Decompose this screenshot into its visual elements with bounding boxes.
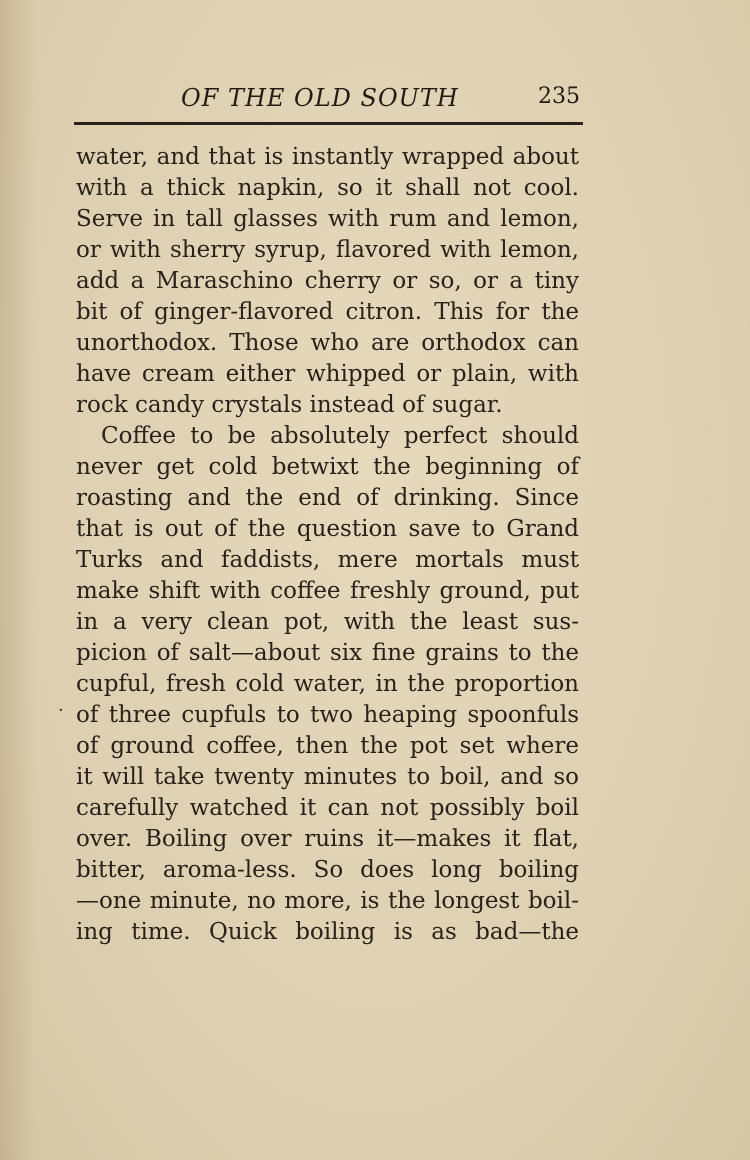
text-line: Serve in tall glasses with rum and lemon, [76,206,579,232]
text-line: with a thick napkin, so it shall not cool. [76,175,579,201]
text-line: unorthodox. Those who are orthodox can [76,330,579,356]
stray-mark: · [58,700,64,721]
text-line: rock candy crystals instead of sugar. [76,392,503,418]
text-line: cupful, fresh cold water, in the proportion [76,671,579,697]
text-line: never get cold betwixt the beginning of [76,454,579,480]
text-line: in a very clean pot, with the least sus- [76,609,579,635]
text-line: ing time. Quick boiling is as bad—the [76,919,579,945]
text-line: Coffee to be absolutely perfect should [101,423,579,449]
text-line: it will take twenty minutes to boil, and so [76,764,579,790]
page-header [76,84,580,116]
text-line: make shift with coffee freshly ground, put [76,578,579,604]
text-line: bitter, aroma-less. So does long boiling [76,857,579,883]
page-number: 235 [538,84,580,109]
text-line: water, and that is instantly wrapped about [76,144,579,170]
text-line: roasting and the end of drinking. Since [76,485,579,511]
text-line: —one minute, no more, is the longest boil- [76,888,579,914]
text-line: that is out of the question save to Grand [76,516,579,542]
text-line: picion of salt—about six fine grains to the [76,640,579,666]
body-text [76,142,579,948]
text-line: add a Maraschino cherry or so, or a tiny [76,268,579,294]
text-line: or with sherry syrup, flavored with lemon, [76,237,579,263]
text-line: over. Boiling over ruins it—makes it flat, [76,826,579,852]
text-line: Turks and faddists, mere mortals must [76,547,579,573]
text-line: carefully watched it can not possibly boil [76,795,579,821]
text-line: bit of ginger-flavored citron. This for the [76,299,579,325]
text-line: of three cupfuls to two heaping spoonfuls [76,702,579,728]
text-line: of ground coffee, then the pot set where [76,733,579,759]
text-line: have cream either whipped or plain, with [76,361,579,387]
header-rule [74,122,583,125]
running-head: OF THE OLD SOUTH [181,84,459,112]
